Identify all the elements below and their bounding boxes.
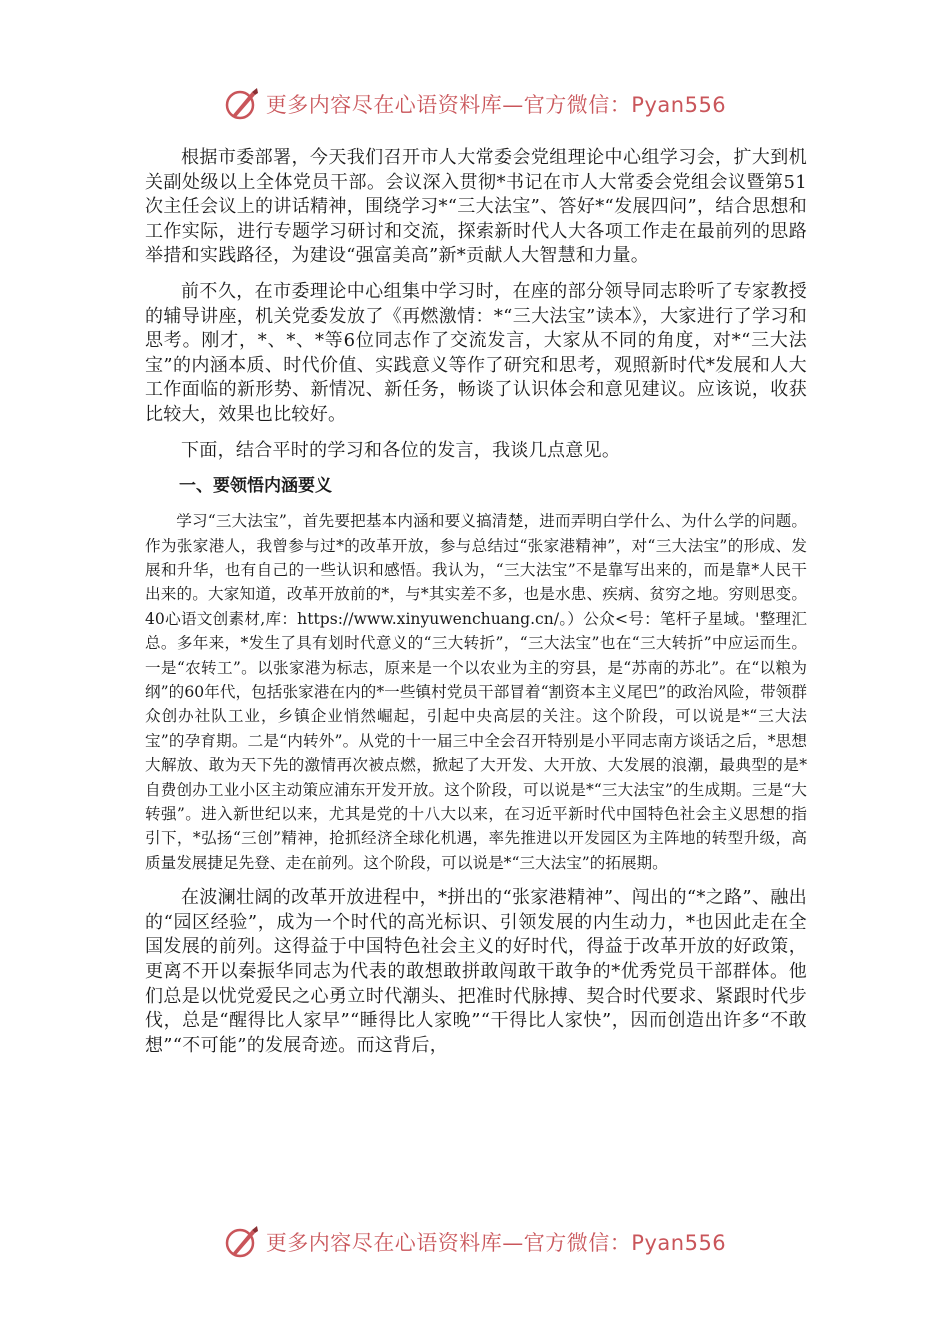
paragraph-3: 下面，结合平时的学习和各位的发言，我谈几点意见。 xyxy=(181,439,621,461)
banner-text: 更多内容尽在心语资料库—官方微信：Pyan556 xyxy=(265,1231,727,1255)
paragraph-2: 前不久，在市委理论中心组集中学习时，在座的部分领导同志聆听了专家教授的辅导讲座，机关党委发放了《再燃激情：*“三大法宝”读本》，大家进行了学习和思考。刚才，*、*、*等6位同志作了交流发言，大家从不同的角度，对*“三大法宝”的内涵本质、时代价值、实践意义等作了研究和思考，观照新时代*发展和人大工作面临的新形势、新情况、新任务，畅谈了认识体会和意见建议。应该说，收获比较大，效果也比较好。 xyxy=(145,280,807,425)
banner-text: 更多内容尽在心语资料库—官方微信：Pyan556 xyxy=(265,93,727,117)
paragraph-5: 在波澜壮阔的改革开放进程中，*拼出的“张家港精神”、闯出的“*之路”、融出的“园区经验”，成为一个时代的高光标识、引领发展的内生动力，*也因此走在全国发展的前列。这得益于中国特色社会主义的好时代，得益于改革开放的好政策，更离不开以秦振华同志为代表的敢想敢拼敢闯敢干敢争的*优秀党员干部群体。他们总是以忧党爱民之心勇立时代潮头、把准时代脉搏、契合时代要求、紧跟时代步伐，总是“醒得比人家早”“睡得比人家晚”“干得比人家快”，因而创造出许多“不敢想”“不可能”的发展奇迹。而这背后， xyxy=(145,887,807,1056)
section-heading: 一、要领悟内涵要义 xyxy=(179,476,332,497)
paragraph-4: 学习“三大法宝”，首先要把基本内涵和要义搞清楚，进而弄明白学什么、为什么学的问题。作为张家港人，我曾参与过*的改革开放，参与总结过“张家港精神”，对“三大法宝”的形成、发展和升华，也有自己的一些认识和感悟。我认为，“三大法宝”不是靠写出来的，而是靠*人民干出来的。大家知道，改革开放前的*，与*其实差不多，也是水患、疾病、贫穷之地。穷则思变。40心语文创素材,库：https://www.xinyuwenchuang.cn/。）公众<号：笔杆子星域。'整理汇总。多年来，*发生了具有划时代意义的“三大转折”，“三大法宝”也在“三大转折”中应运而生。一是“农转工”。以张家港为标志，原来是一个以农业为主的穷县，是“苏南的苏北”。在“以粮为纲”的60年代，包括张家港在内的*一些镇村党员干部冒着“割资本主义尾巴”的政治风险，带领群众创办社队工业，乡镇企业悄然崛起，引起中央高层的关注。这个阶段，可以说是*“三大法宝”的孕育期。二是“内转外”。从党的十一届三中全会召开特别是小平同志南方谈话之后，*思想大解放、敢为天下先的激情再次被点燃，掀起了大开发、大开放、大发展的浪潮，最典型的是*自费创办工业小区主动策应浦东开发开放。这个阶段，可以说是*“三大法宝”的生成期。三是“大转强”。进入新世纪以来，尤其是党的十八大以来，在习近平新时代中国特色社会主义思想的指引下，*弘扬“三创”精神，抢抓经济全球化机遇，率先推进以开发园区为主阵地的转型升级，高质量发展捷足先登、走在前列。这个阶段，可以说是*“三大法宝”的拓展期。 xyxy=(145,512,807,872)
footer-watermark-banner xyxy=(0,1222,950,1262)
document-body xyxy=(145,146,807,1069)
paragraph-1: 根据市委部署，今天我们召开市人大常委会党组理论中心组学习会，扩大到机关副处级以上全体党员干部。会议深入贯彻*书记在市人大常委会党组会议暨第51次主任会议上的讲话精神，围绕学习*“三大法宝”、答好*“发展四问”，结合思想和工作实际，进行专题学习研讨和交流，探索新时代人大各项工作走在最前列的思路举措和实践路径，为建设“强富美高”新*贡献人大智慧和力量。 xyxy=(145,147,807,267)
pen-circle-icon xyxy=(224,1224,260,1260)
header-watermark-banner xyxy=(0,84,950,124)
pen-circle-icon xyxy=(224,86,260,122)
